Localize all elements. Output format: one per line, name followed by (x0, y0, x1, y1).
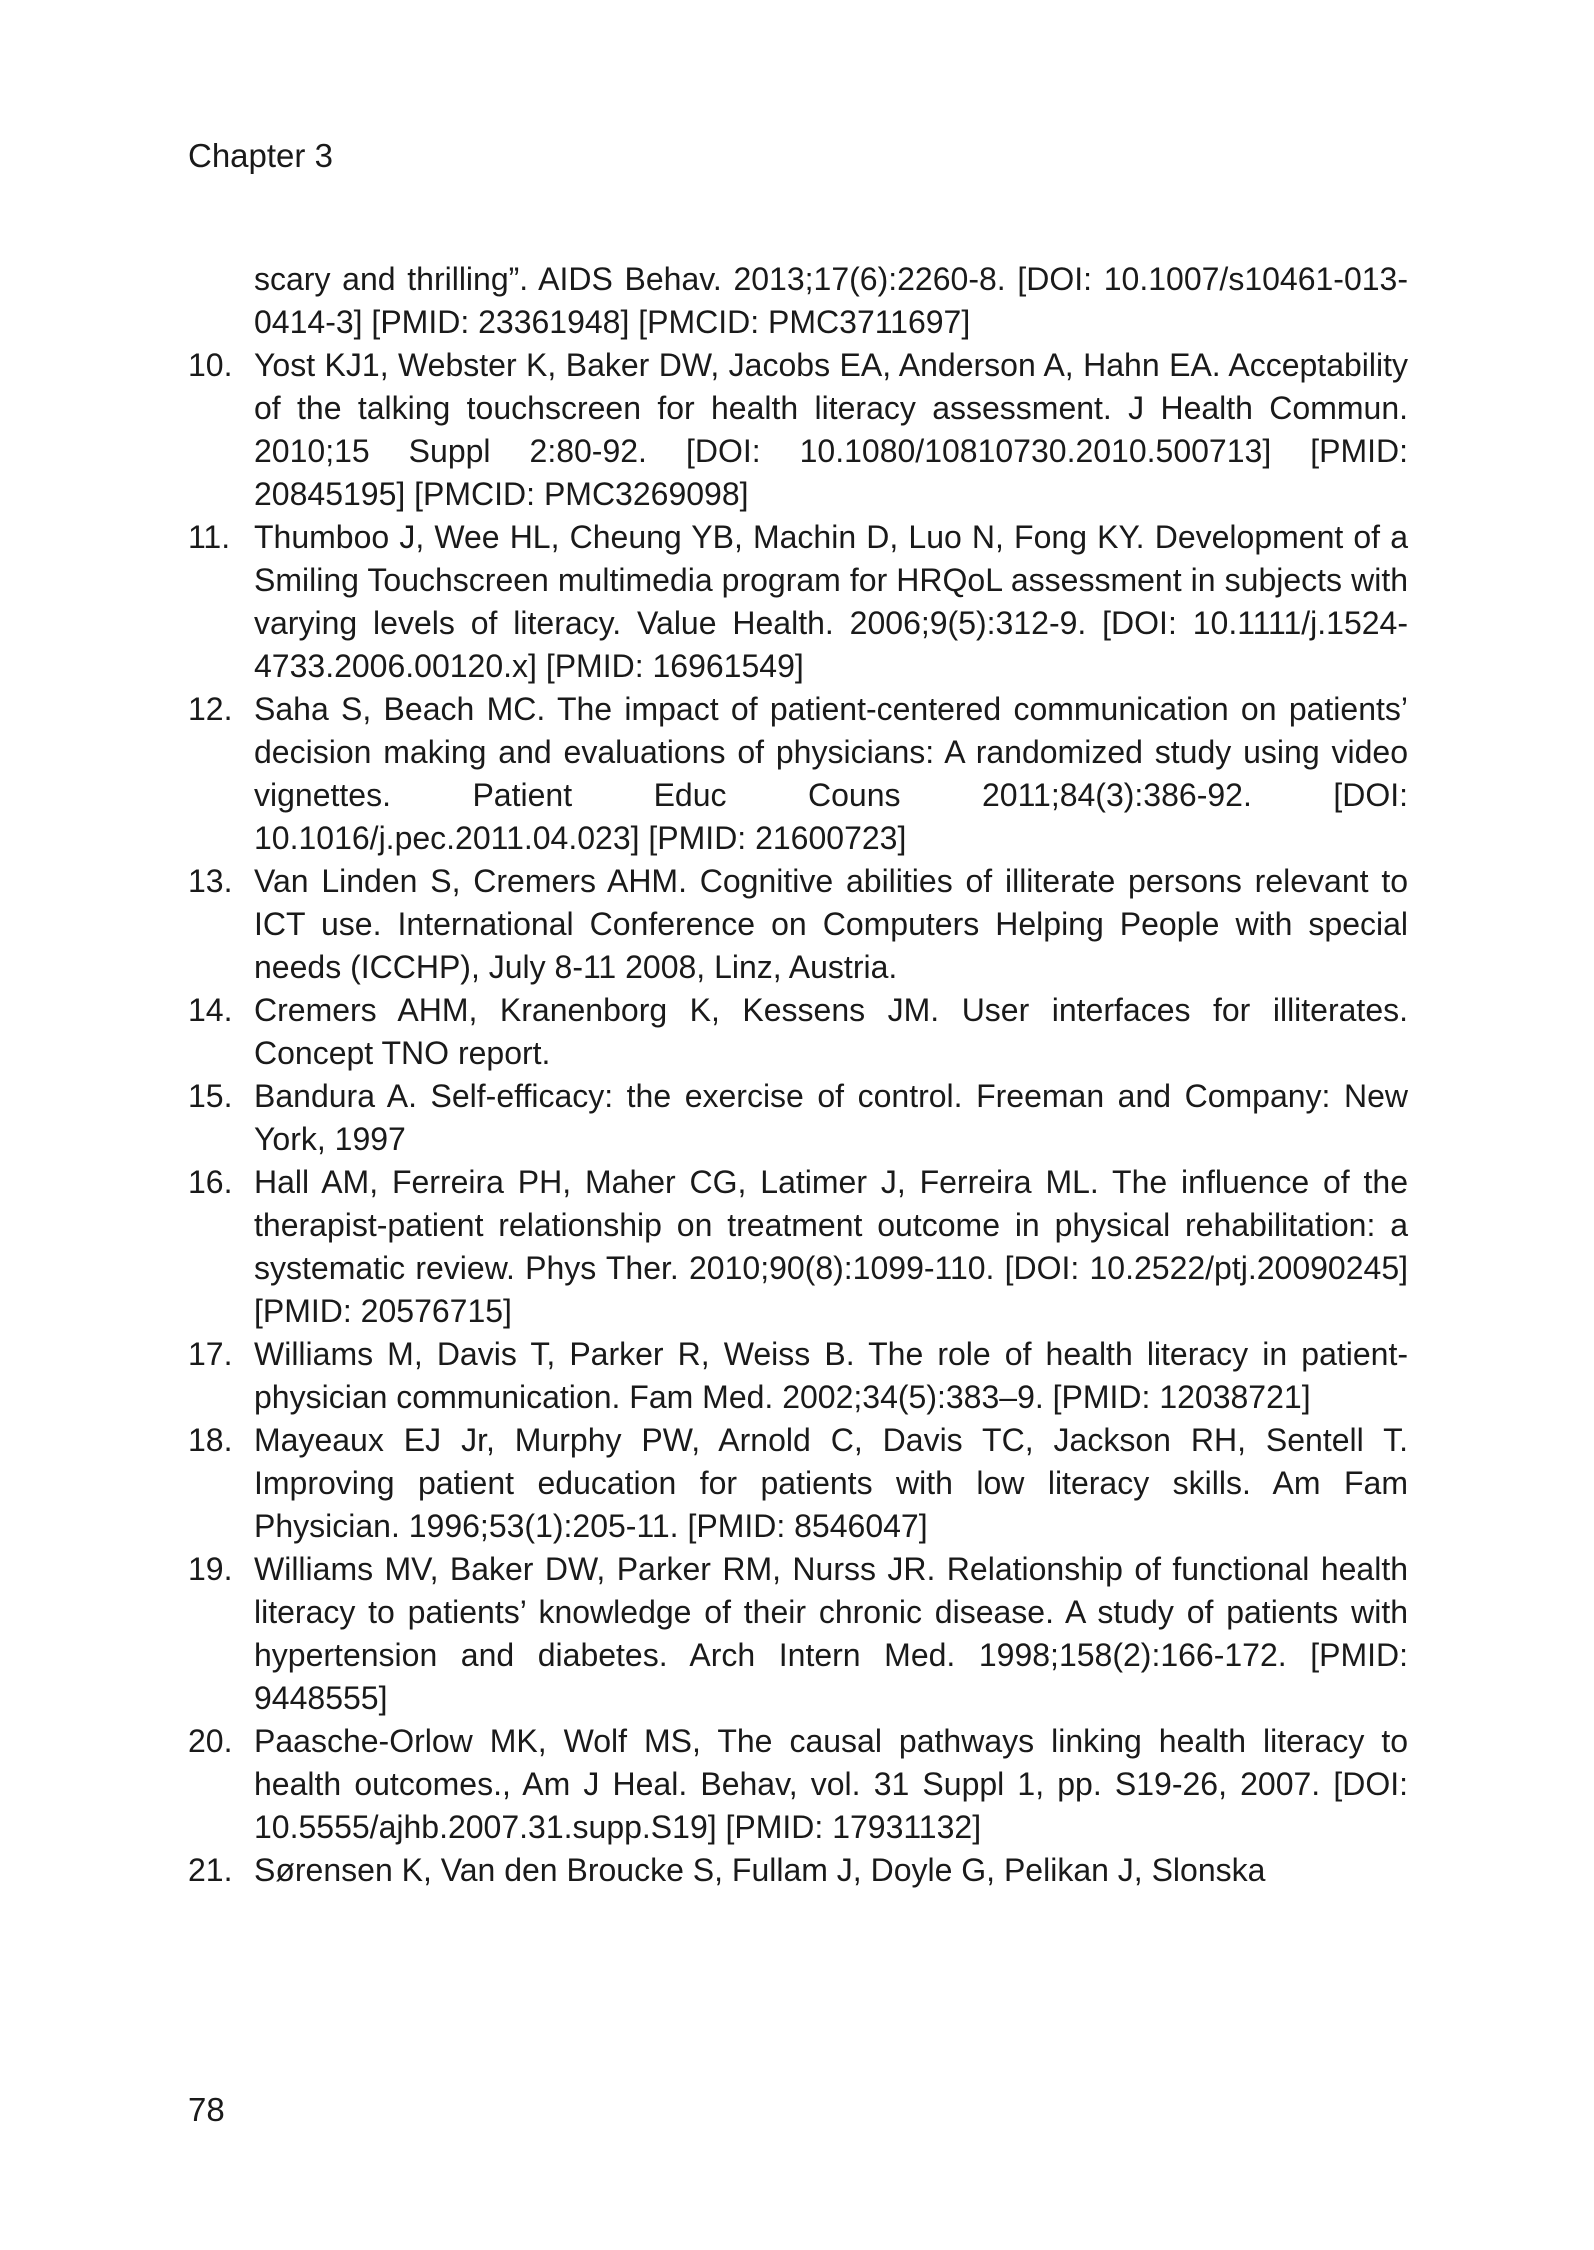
reference-text: Mayeaux EJ Jr, Murphy PW, Arnold C, Davis TC, Jackson RH, Sentell T. Improving patient education for patients with low literacy skills. Am Fam Physician. 1996;53(1):205-11. [PMID: 8546047] (254, 1422, 1408, 1544)
reference-item (188, 1419, 1408, 1548)
reference-number: 21. (188, 1852, 233, 1888)
reference-item (188, 860, 1408, 989)
reference-text: Van Linden S, Cremers AHM. Cognitive abilities of illiterate persons relevant to ICT use. International Conference on Computers Helping People with special needs (ICCHP), July 8-11 2008, Linz, Austria. (254, 863, 1408, 985)
reference-text: scary and thrilling”. AIDS Behav. 2013;17(6):2260-8. [DOI: 10.1007/s10461-013-0414-3] [PMID: 23361948] [PMCID: PMC3711697] (254, 261, 1408, 340)
reference-item (188, 989, 1408, 1075)
reference-item (188, 1720, 1408, 1849)
reference-number: 20. (188, 1723, 233, 1759)
reference-item (188, 344, 1408, 516)
reference-item (188, 1849, 1408, 1892)
page-number: 78 (188, 2091, 225, 2128)
reference-number: 11. (188, 519, 231, 555)
reference-text: Thumboo J, Wee HL, Cheung YB, Machin D, Luo N, Fong KY. Development of a Smiling Touchscreen multimedia program for HRQoL assessment in subjects with varying levels of literacy. Value Health. 2006;9(5):312-9. [DOI: 10.1111/j.1524-4733.2006.00120.x] [PMID: 16961549] (254, 519, 1408, 684)
reference-number: 18. (188, 1422, 233, 1458)
reference-number: 15. (188, 1078, 233, 1114)
reference-number: 14. (188, 992, 233, 1028)
reference-text: Sørensen K, Van den Broucke S, Fullam J, Doyle G, Pelikan J, Slonska (254, 1852, 1266, 1888)
reference-number: 12. (188, 691, 233, 727)
reference-text: Saha S, Beach MC. The impact of patient-centered communication on patients’ decision making and evaluations of physicians: A randomized study using video vignettes. Patient Educ Couns 2011;84(3):386-92. [DOI: 10.1016/j.pec.2011.04.023] [PMID: 21600723] (254, 691, 1408, 856)
reference-item (188, 688, 1408, 860)
reference-item (188, 516, 1408, 688)
reference-number: 17. (188, 1336, 233, 1372)
reference-item (188, 258, 1408, 344)
reference-text: Williams M, Davis T, Parker R, Weiss B. The role of health literacy in patient-physician communication. Fam Med. 2002;34(5):383–9. [PMID: 12038721] (254, 1336, 1408, 1415)
reference-text: Hall AM, Ferreira PH, Maher CG, Latimer J, Ferreira ML. The influence of the therapist-patient relationship on treatment outcome in physical rehabilitation: a systematic review. Phys Ther. 2010;90(8):1099-110. [DOI: 10.2522/ptj.20090245] [PMID: 20576715] (254, 1164, 1408, 1329)
reference-text: Paasche-Orlow MK, Wolf MS, The causal pathways linking health literacy to health outcomes., Am J Heal. Behav, vol. 31 Suppl 1, pp. S19-26, 2007. [DOI: 10.5555/ajhb.2007.31.supp.S19] [PMID: 17931132] (254, 1723, 1408, 1845)
reference-number: 13. (188, 863, 233, 899)
reference-text: Cremers AHM, Kranenborg K, Kessens JM. User interfaces for illiterates. Concept TNO report. (254, 992, 1408, 1071)
reference-item (188, 1548, 1408, 1720)
reference-item (188, 1333, 1408, 1419)
running-header: Chapter 3 (188, 137, 333, 174)
reference-item (188, 1161, 1408, 1333)
reference-item (188, 1075, 1408, 1161)
reference-text: Williams MV, Baker DW, Parker RM, Nurss JR. Relationship of functional health literacy to patients’ knowledge of their chronic disease. A study of patients with hypertension and diabetes. Arch Intern Med. 1998;158(2):166-172. [PMID: 9448555] (254, 1551, 1408, 1716)
reference-text: Yost KJ1, Webster K, Baker DW, Jacobs EA, Anderson A, Hahn EA. Acceptability of the talking touchscreen for health literacy assessment. J Health Commun. 2010;15 Suppl 2:80-92. [DOI: 10.1080/10810730.2010.500713] [PMID: 20845195] [PMCID: PMC3269098] (254, 347, 1408, 512)
reference-number: 19. (188, 1551, 233, 1587)
reference-text: Bandura A. Self-efficacy: the exercise of control. Freeman and Company: New York, 1997 (254, 1078, 1408, 1157)
reference-number: 10. (188, 347, 233, 383)
reference-number: 16. (188, 1164, 233, 1200)
reference-list (188, 258, 1408, 1892)
